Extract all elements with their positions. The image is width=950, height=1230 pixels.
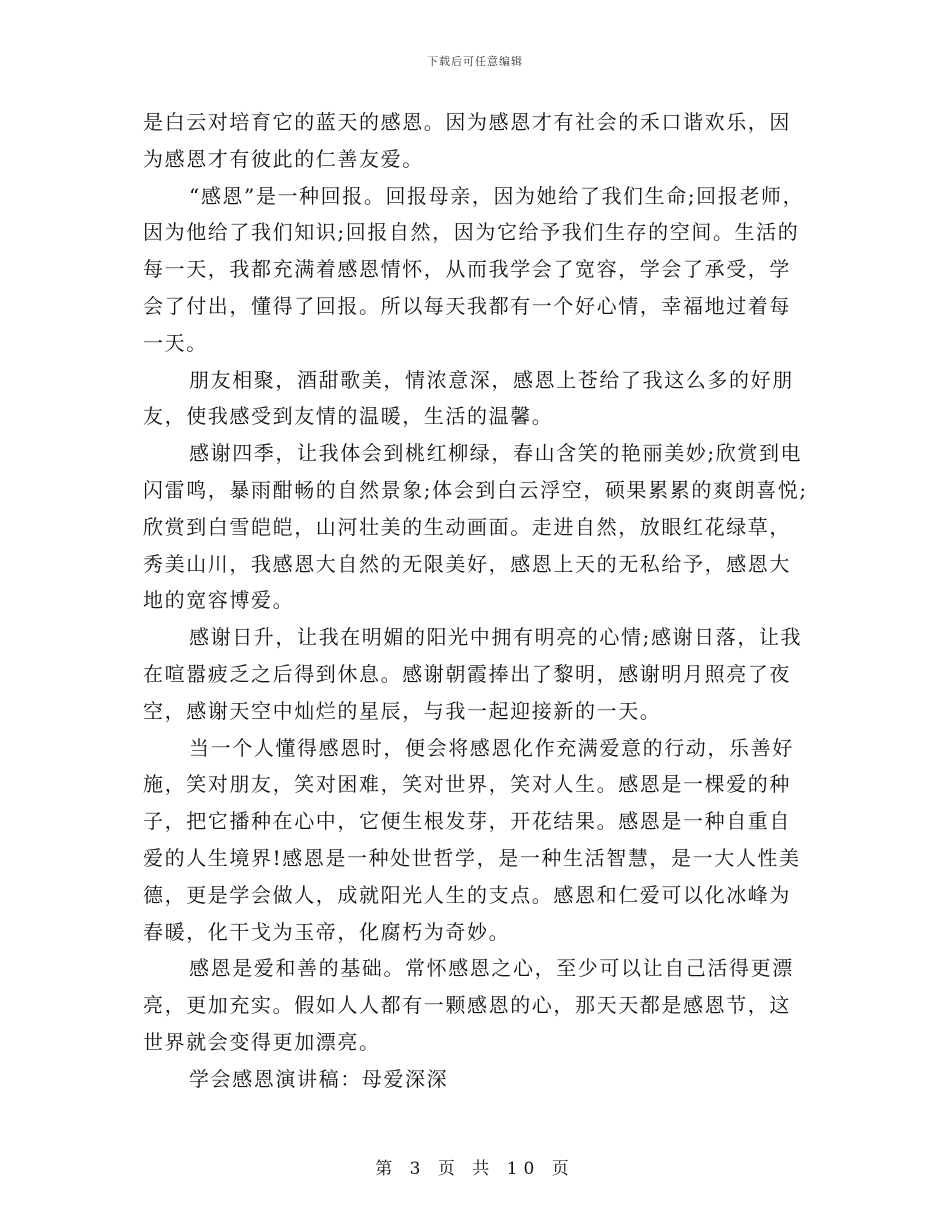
text-line: 是白云对培育它的蓝天的感恩。因为感恩才有社会的禾口谐欢乐，因 [143, 110, 791, 134]
header-note: 下载后可任意编辑 [427, 55, 523, 68]
text-line: 友，使我感受到友情的温暖，生活的温馨。 [143, 404, 554, 429]
text-line: 德，更是学会做人，成就阳光人生的支点。感恩和仁爱可以化冰峰为 [143, 882, 791, 907]
text-line: 亮，更加充实。假如人人都有一颗感恩的心，那天天都是感恩节，这 [143, 993, 791, 1018]
text-line: 会了付出，懂得了回报。所以每天我都有一个好心情，幸福地过着每 [143, 293, 791, 318]
text-line: 空，感谢天空中灿烂的星辰，与我一起迎接新的一天。 [143, 698, 662, 723]
text-line: 施，笑对朋友，笑对困难，笑对世界，笑对人生。感恩是一棵爱的种 [143, 772, 791, 797]
text-line: 感谢日升，让我在明媚的阳光中拥有明亮的心情;感谢日落，让我 [189, 625, 803, 650]
text-line: 为感恩才有彼此的仁善友爱。 [143, 146, 424, 171]
text-line: 因为他给了我们知识;回报自然，因为它给予我们生存的空间。生活的 [143, 220, 800, 245]
text-line: 感恩是爱和善的基础。常怀感恩之心，至少可以让自己活得更漂 [189, 956, 794, 981]
page-number: 第 3 页 共 10 页 [375, 1159, 575, 1179]
text-line: 当一个人懂得感恩时，便会将感恩化作充满爱意的行动，乐善好 [189, 735, 794, 760]
text-line: 学会感恩演讲稿：母爱深深 [189, 1066, 449, 1091]
text-line: 地的宽容博爱。 [143, 588, 295, 613]
document-body [143, 104, 819, 1098]
text-line: 在喧嚣疲乏之后得到休息。感谢朝霞捧出了黎明，感谢明月照亮了夜 [143, 661, 791, 686]
text-line: 世界就会变得更加漂亮。 [143, 1029, 381, 1054]
text-line: 子，把它播种在心中，它便生根发芽，开花结果。感恩是一种自重自 [143, 809, 791, 834]
text-line: 每一天，我都充满着感恩情怀，从而我学会了宽容，学会了承受，学 [143, 257, 791, 282]
text-line: 一天。 [143, 330, 208, 355]
text-line: 感谢四季，让我体会到桃红柳绿，春山含笑的艳丽美妙;欣赏到电 [189, 441, 803, 466]
text-line: 爱的人生境界!感恩是一种处世哲学，是一种生活智慧，是一大人性美 [143, 845, 801, 870]
text-line: 闪雷鸣，暴雨酣畅的自然景象;体会到白云浮空，硕果累累的爽朗喜悦; [143, 477, 808, 502]
text-line: 朋友相聚，酒甜歌美，情浓意深，感恩上苍给了我这么多的好朋 [189, 367, 794, 392]
text-line: 春暖，化干戈为玉帝，化腐朽为奇妙。 [143, 919, 511, 944]
text-line: “感恩”是一种回报。回报母亲，因为她给了我们生命;回报老师， [189, 183, 805, 208]
text-line: 秀美山川，我感恩大自然的无限美好，感恩上天的无私给予，感恩大 [143, 551, 791, 576]
text-line: 欣赏到白雪皑皑，山河壮美的生动画面。走进自然，放眼红花绿草， [143, 514, 791, 539]
